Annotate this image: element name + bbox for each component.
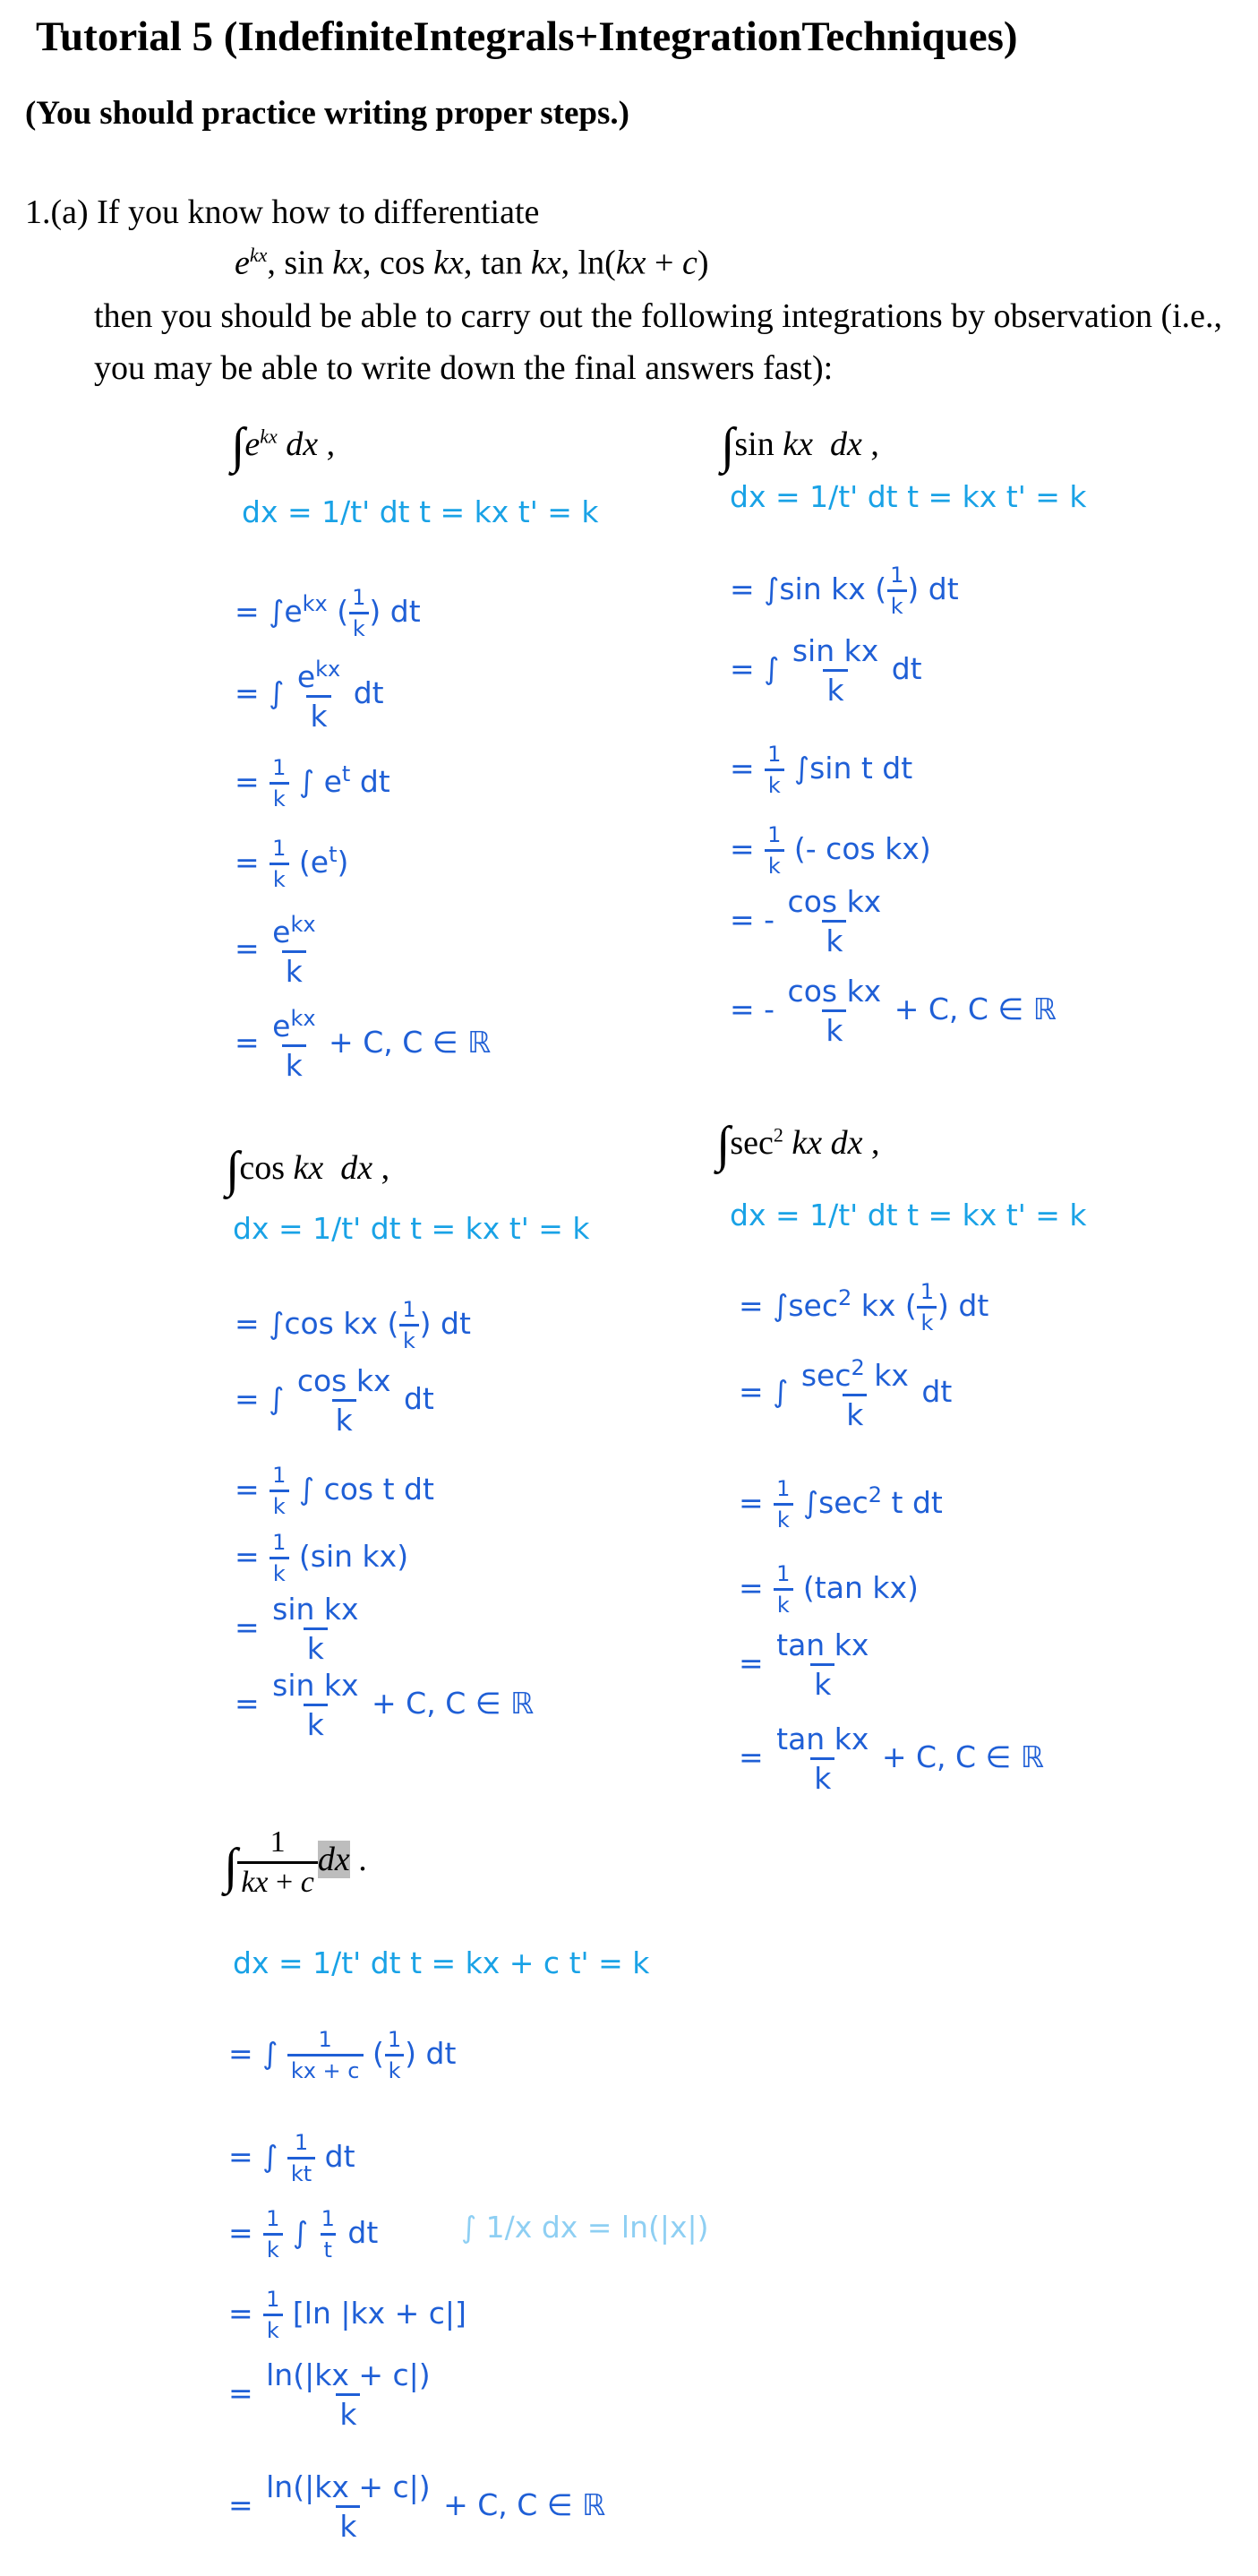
step-sin-4: = $\frac{1}{k}$ (- cos kx) bbox=[730, 822, 931, 879]
step-recip-1: = ∫ $\frac{1}{kx + c}$ ( $\frac{1}{k}$ ) dt bbox=[228, 2027, 457, 2083]
aside-recip: ∫ 1/x dx = ln(|x|) bbox=[461, 2210, 709, 2245]
step-exp-4: = $\frac{1}{k}$ $(e^t)$ bbox=[235, 836, 349, 892]
step-sin-5: = - $\frac{\text{cos kx}}{k}$ bbox=[730, 884, 882, 958]
question-line-3: you may be able to write down the final answers fast): bbox=[94, 349, 834, 387]
step-sec-5: = $\frac{\text{tan kx}}{k}$ bbox=[739, 1627, 869, 1702]
question-line-2: then you should be able to carry out the following integrations by observation (i.e., bbox=[94, 297, 1223, 335]
substitution-recip: dx = 1/t' dt t = kx + c t' = k bbox=[233, 1945, 650, 1980]
page-subtitle: (You should practice writing proper steps.) bbox=[25, 95, 629, 132]
step-sin-2: = ∫ $\frac{\text{sin kx}}{k}$ dt bbox=[730, 633, 922, 708]
step-cos-4: = $\frac{1}{k}$ (sin kx) bbox=[235, 1530, 409, 1586]
integral-heading-sec: $\int\sec^2$ kx dx , bbox=[716, 1117, 880, 1172]
substitution-cos: dx = 1/t' dt t = kx t' = k bbox=[233, 1211, 590, 1246]
step-exp-3: = $\frac{1}{k}$ ∫ $e^t$ dt bbox=[235, 755, 390, 811]
step-sin-6: = - $\frac{\text{cos kx}}{k}$ + C, C ∈ ℝ bbox=[730, 974, 1057, 1048]
step-cos-5: = $\frac{\text{sin kx}}{k}$ bbox=[235, 1592, 359, 1666]
question-intro: 1.(a) If you know how to differentiate bbox=[25, 193, 540, 231]
step-exp-2: = ∫ $\frac{e^{kx}}{k}$ dt bbox=[235, 657, 384, 734]
step-recip-6: = $\frac{\ln(|kx + c|)}{k}$ + C, C ∈ ℝ bbox=[228, 2469, 606, 2544]
integral-heading-recip: ∫ $\frac{1}{kx + c}$ dx . bbox=[224, 1825, 367, 1899]
step-exp-5: = $\frac{e^{kx}}{k}$ bbox=[235, 912, 316, 989]
substitution-sin: dx = 1/t' dt t = kx t' = k bbox=[730, 479, 1087, 514]
step-cos-6: = $\frac{\text{sin kx}}{k}$ + C, C ∈ ℝ bbox=[235, 1668, 535, 1742]
step-exp-1: = $\int e^{kx}$ ( $\frac{1}{k}$ ) dt bbox=[235, 585, 421, 641]
function-list: $e^{kx}$, sin kx, cos kx, tan kx, ln(kx + c) bbox=[235, 244, 709, 282]
step-recip-5: = $\frac{\ln(|kx + c|)}{k}$ bbox=[228, 2357, 431, 2432]
step-sec-3: = $\frac{1}{k}$ $\int\sec^2$ t dt bbox=[739, 1476, 943, 1533]
substitution-sec: dx = 1/t' dt t = kx t' = k bbox=[730, 1198, 1087, 1232]
step-sec-6: = $\frac{\text{tan kx}}{k}$ + C, C ∈ ℝ bbox=[739, 1722, 1044, 1796]
step-recip-2: = ∫ $\frac{1}{kt}$ dt bbox=[228, 2130, 355, 2186]
step-cos-1: = ∫cos kx ( $\frac{1}{k}$ ) dt bbox=[235, 1297, 471, 1353]
step-sec-4: = $\frac{1}{k}$ (tan kx) bbox=[739, 1561, 919, 1618]
integral-heading-sin: ∫sin kx dx , bbox=[721, 418, 879, 474]
substitution-exp: dx = 1/t' dt t = kx t' = k bbox=[242, 494, 599, 529]
step-exp-6: = $\frac{e^{kx}}{k}$ + C, C ∈ ℝ bbox=[235, 1006, 492, 1083]
step-sec-1: = $\int\sec^2$ kx ( $\frac{1}{k}$ ) dt bbox=[739, 1279, 989, 1335]
integral-heading-exp: $\int e^{kx}$ dx , bbox=[231, 418, 336, 474]
step-cos-2: = ∫ $\frac{\text{cos kx}}{k}$ dt bbox=[235, 1363, 434, 1438]
step-sec-2: = ∫ $\frac{\sec^2 kx}{k}$ dt bbox=[739, 1355, 953, 1432]
page-title: Tutorial 5 (IndefiniteIntegrals+IntegrationTechniques) bbox=[36, 13, 1018, 60]
step-sin-3: = $\frac{1}{k}$ ∫sin t dt bbox=[730, 742, 913, 798]
integral-heading-cos: ∫cos kx dx , bbox=[226, 1142, 390, 1198]
step-cos-3: = $\frac{1}{k}$ ∫ cos t dt bbox=[235, 1463, 434, 1519]
step-sin-1: = ∫sin kx ( $\frac{1}{k}$ ) dt bbox=[730, 562, 959, 619]
step-recip-3: = $\frac{1}{k}$ ∫ $\frac{1}{t}$ dt bbox=[228, 2206, 379, 2263]
step-recip-4: = $\frac{1}{k}$ [ln |kx + c|] bbox=[228, 2287, 466, 2343]
